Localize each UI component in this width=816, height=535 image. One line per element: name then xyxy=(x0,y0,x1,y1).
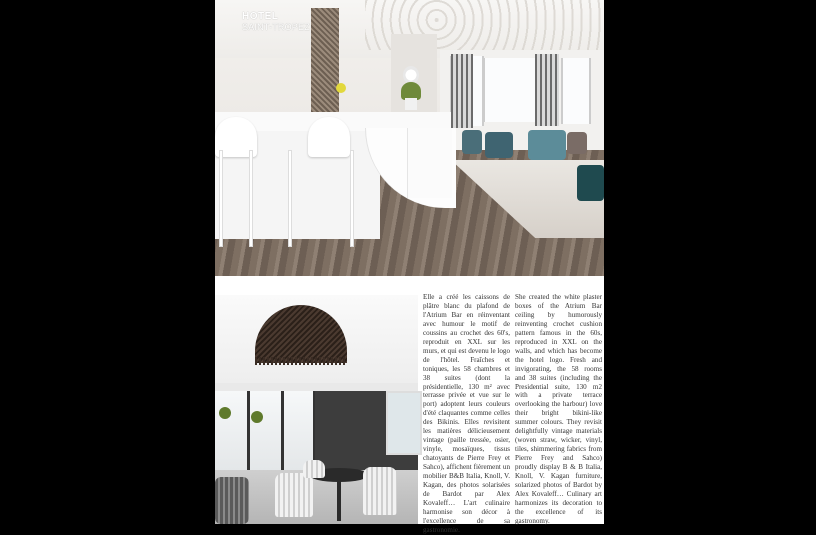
stool-leg xyxy=(219,150,223,247)
magazine-page xyxy=(215,0,604,534)
side-window xyxy=(386,391,422,455)
dark-chair xyxy=(215,477,249,524)
armchair xyxy=(462,130,482,154)
logo-line-1: HOTEL xyxy=(242,11,279,22)
restaurant-window xyxy=(215,391,315,475)
wicker-chair xyxy=(363,467,397,515)
bar-pedestal xyxy=(407,128,452,198)
stool-leg xyxy=(288,150,292,247)
restaurant-photo xyxy=(215,295,418,524)
stool-leg xyxy=(249,150,253,247)
hotel-logo xyxy=(242,12,310,32)
terrace-plant xyxy=(219,407,231,419)
mosaic-column xyxy=(311,8,339,112)
armchair xyxy=(577,165,604,201)
wicker-chair xyxy=(303,460,325,478)
curtain xyxy=(451,54,473,128)
logo-line-2: SAINT-TROPEZ xyxy=(242,22,310,32)
table-leg xyxy=(337,481,341,521)
window xyxy=(483,58,537,122)
armchair xyxy=(528,130,566,160)
lobby-bar-photo xyxy=(215,0,604,276)
orchid-pot xyxy=(405,98,417,110)
window-frame xyxy=(247,391,250,475)
stool-leg xyxy=(350,150,354,247)
armchair xyxy=(485,132,513,158)
sofa xyxy=(567,132,587,154)
bar-stool xyxy=(308,117,350,157)
yellow-flowers xyxy=(336,83,346,93)
french-text-column xyxy=(423,293,510,535)
lamp-fringe xyxy=(255,357,347,365)
wicker-chair xyxy=(275,473,313,517)
window xyxy=(561,58,591,124)
english-text-column xyxy=(515,293,602,526)
window-frame xyxy=(281,391,284,475)
curtain xyxy=(535,54,559,126)
french-paragraph: Elle a créé les caissons de plâtre blanc du plafond de l'Atrium Bar en réinventant avec humour le motif de coussins au crochet des 60's, reproduit en XXL sur les murs, et qui est devenu le logo de l'hôtel. Fraîches et toniques, les 58 chambres et 38 suites (dont la présidentielle, 130 m² avec terrasse privée et vue sur le port) adoptent leurs couleurs d'été claquantes comme celles des Bikinis. Elles revisitent les matières délicieusement vintage (paille tressée, osier, vinyle, mosaïques, tissus chatoyants de Pierre Frey et Sahco), affichent fièrement un mobilier B&B Italia, Knoll, V. Kagan, des photos solarisées de Bardot par Alex Kovaleff… L'art culinaire harmonise son décor à l'excellence de sa gastronomie. xyxy=(423,293,510,534)
terrace-plant xyxy=(251,411,263,423)
english-paragraph: She created the white plaster boxes of the Atrium Bar ceiling by humorously reinventing crochet cushion pattern famous in the 60s, reproduced in XXL on the walls, and which has become the hotel logo. Fresh and invigorating, the 58 rooms and 38 suites (including the Presidential suite, 130 m2 with a private terrace overlooking the harbour) love their bright bikini-like summer colours. They revisit delightfully vintage materials (woven straw, wicker, vinyl, tiles, shimmering fabrics from Pierre Frey and Sahco) proudly display B & B Italia, Knoll, V. Kagan furniture, solarized photos of Bardot by Alex Kovaleff… Culinary art harmonizes its decoration to the excellence of its gastronomy. xyxy=(515,293,602,525)
